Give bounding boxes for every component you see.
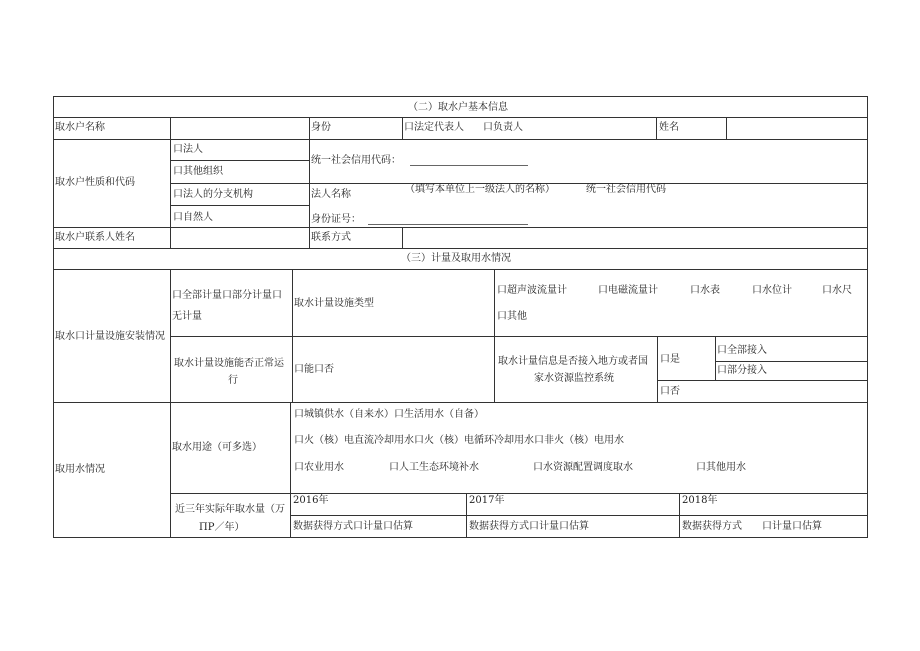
section3-title: （三）计量及取用水情况 xyxy=(401,253,511,264)
col-line xyxy=(292,269,293,403)
col-line xyxy=(466,493,467,538)
col-line xyxy=(402,227,403,248)
meter-scope-line1[interactable]: 口全部计量口部分计量口 xyxy=(172,290,282,301)
col-line xyxy=(726,117,727,139)
normal-run-line1: 取水计量设施能否正常运 xyxy=(174,358,284,369)
id-number-label: 身份证号： xyxy=(311,214,361,225)
connect-line1: 取水计量信息是否接入地方或者国 xyxy=(498,356,648,367)
annual-line1: 近三年实际年取水量（万 xyxy=(175,504,285,515)
year-2016: 2016年 xyxy=(293,495,329,506)
checkbox-water-meter[interactable]: 口水表 xyxy=(690,285,720,296)
checkbox-water-level[interactable]: 口水位计 xyxy=(752,285,792,296)
checkbox-other-use[interactable]: 口其他用水 xyxy=(696,462,746,473)
col-line xyxy=(290,402,291,538)
row-line xyxy=(170,205,310,206)
credit-code-field[interactable] xyxy=(410,165,528,166)
row-line xyxy=(53,117,868,118)
row-line xyxy=(715,361,868,362)
checkbox-legal-rep[interactable]: 口法定代表人 xyxy=(404,122,464,133)
col-line xyxy=(170,269,171,538)
year-2018: 2018年 xyxy=(682,495,718,506)
contact-method-label: 联系方式 xyxy=(311,232,351,243)
table-border-right xyxy=(867,96,868,538)
row-line xyxy=(53,269,868,270)
checkbox-branch[interactable]: 口法人的分支机构 xyxy=(173,189,253,200)
col-line xyxy=(657,336,658,403)
method-2018-label: 数据获得方式 xyxy=(682,521,742,532)
col-line xyxy=(309,117,310,248)
col-line xyxy=(170,117,171,248)
method-2017[interactable]: 数据获得方式口计量口估算 xyxy=(469,521,589,532)
row-line xyxy=(53,248,868,249)
person-name-label: 姓名 xyxy=(659,122,679,133)
checkbox-no[interactable]: 口否 xyxy=(660,386,680,397)
checkbox-other-org[interactable]: 口其他组织 xyxy=(173,166,223,177)
row-line xyxy=(658,380,868,381)
col-line xyxy=(402,117,403,139)
credit-code-label: 统一社会信用代码： xyxy=(311,155,401,166)
checkbox-can-cannot[interactable]: 口能口否 xyxy=(294,364,334,375)
method-2016[interactable]: 数据获得方式口计量口估算 xyxy=(293,521,413,532)
row-line xyxy=(170,493,868,494)
row-line xyxy=(290,515,868,516)
col-line xyxy=(679,493,680,538)
checkbox-alloc[interactable]: 口水资源配置调度取水 xyxy=(533,462,633,473)
id-number-field[interactable] xyxy=(368,224,528,225)
connect-line2: 家水资源监控系统 xyxy=(534,373,614,384)
checkbox-agri[interactable]: 口农业用水 xyxy=(294,462,344,473)
checkbox-legal-person[interactable]: 口法人 xyxy=(173,144,203,155)
credit-code-label-2: 统一社会信用代码 xyxy=(586,184,666,195)
purpose-line2[interactable]: 口火（核）电直流冷却用水口火（核）电循环冷却用水口非火（核）电用水 xyxy=(294,435,624,446)
checkbox-other-type[interactable]: 口其他 xyxy=(497,311,527,322)
row-line xyxy=(170,336,868,337)
col-line xyxy=(715,336,716,381)
checkbox-natural-person[interactable]: 口自然人 xyxy=(173,212,213,223)
row-line xyxy=(170,160,310,161)
annual-line2: ΠP／年） xyxy=(199,522,245,533)
name-label: 取水户名称 xyxy=(55,122,105,133)
row-line xyxy=(53,402,868,403)
legal-name-hint: （填写本单位上一级法人的名称） xyxy=(405,184,555,195)
table-border-top xyxy=(53,96,868,97)
normal-run-line2: 行 xyxy=(228,375,238,386)
col-line xyxy=(494,269,495,403)
table-border-left xyxy=(53,96,54,538)
facility-type-label: 取水计量设施类型 xyxy=(294,298,374,309)
row-line xyxy=(53,139,868,140)
identity-label: 身份 xyxy=(311,122,331,133)
method-2018-options[interactable]: 口计量口估算 xyxy=(762,521,822,532)
nature-label: 取水户性质和代码 xyxy=(55,177,135,188)
checkbox-responsible[interactable]: 口负责人 xyxy=(483,122,523,133)
install-label: 取水口计量设施安装情况 xyxy=(55,331,165,342)
year-2017: 2017年 xyxy=(469,495,505,506)
purpose-line1[interactable]: 口城镇供水（自来水）口生活用水（自备） xyxy=(294,409,484,420)
section2-title: （二）取水户基本信息 xyxy=(408,102,508,113)
checkbox-water-ruler[interactable]: 口水尺 xyxy=(822,285,852,296)
legal-name-label: 法人名称 xyxy=(311,189,351,200)
table-border-bottom xyxy=(53,537,868,538)
col-line xyxy=(656,117,657,139)
checkbox-eco[interactable]: 口人工生态环境补水 xyxy=(389,462,479,473)
checkbox-yes[interactable]: 口是 xyxy=(660,354,680,365)
meter-scope-line2[interactable]: 无计量 xyxy=(172,311,202,322)
usage-label: 取用水情况 xyxy=(55,464,105,475)
contact-name-label: 取水户联系人姓名 xyxy=(55,232,135,243)
purpose-label: 取水用途（可多选） xyxy=(172,442,262,453)
checkbox-ultrasonic[interactable]: 口超声波流量计 xyxy=(497,285,567,296)
checkbox-electromagnetic[interactable]: 口电磁流量计 xyxy=(598,285,658,296)
checkbox-all-connect[interactable]: 口全部接入 xyxy=(717,345,767,356)
checkbox-part-connect[interactable]: 口部分接入 xyxy=(717,365,767,376)
row-line xyxy=(53,227,868,228)
